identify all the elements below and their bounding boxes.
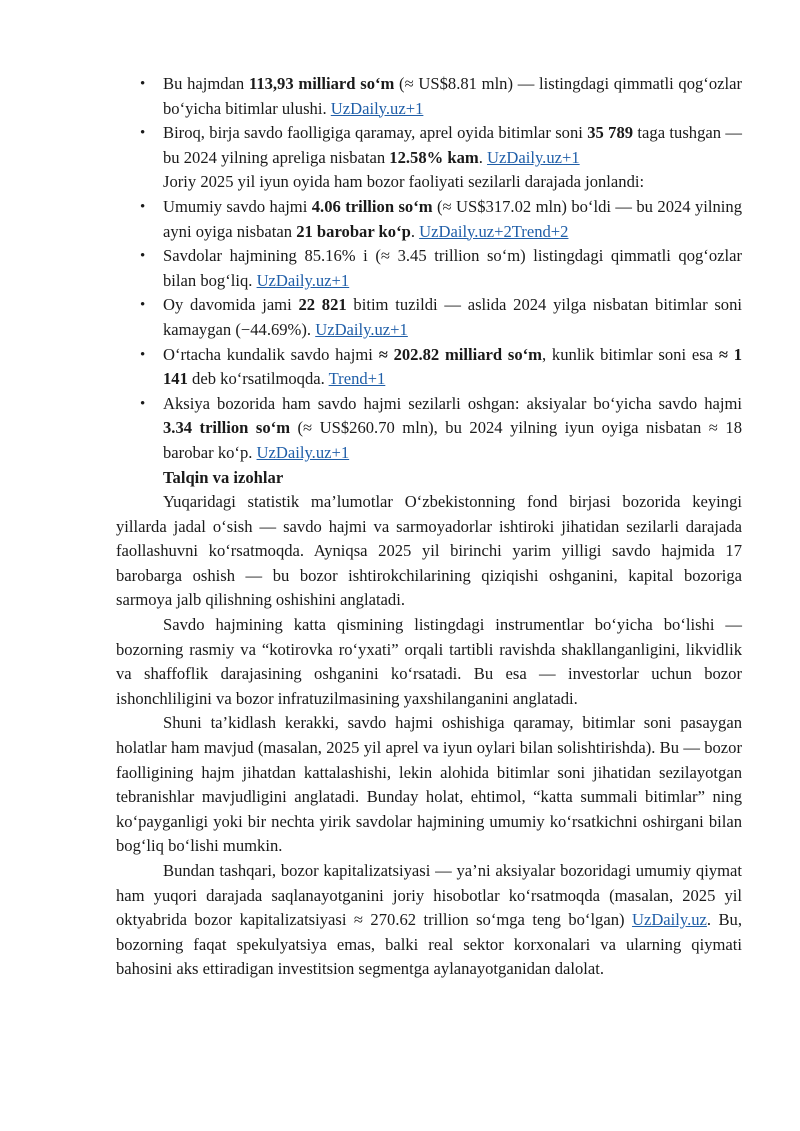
section-heading: Talqin va izohlar [163,467,284,487]
list-item: • Biroq, birja savdo faolligiga qaramay, aprel oyida bitimlar soni 35 789 taga tushgan — bu 2024 yilning apreliga nisbatan 12.58% kam. UzDaily.uz+1 [116,121,742,170]
source-link[interactable]: UzDaily.uz+1 [315,319,408,339]
source-link[interactable]: UzDaily.uz+1 [330,98,424,118]
source-link[interactable]: UzDaily.uz+1 [487,147,580,167]
source-link[interactable]: UzDaily.uz+1 [256,442,350,462]
paragraph: Yuqaridagi statistik ma’lumotlar O‘zbekistonning fond birjasi bozorida keyingi yillarda jadal o‘sish — savdo hajmi va sarmoyadorlar ishtiroki jihatidan sezilarli darajada faollashuvni ko‘rsatmoqda. Ayniqsa 2025 yil birinchi yarim yilligi savdo hajmida 17 barobarga oshish — bu bozor ishtirokchilarining qiziqishi oshganini, kapital bozoriga sarmoya jalb qilishning oshishini anglatadi. [116,492,742,610]
source-link[interactable]: UzDaily.uz+1 [256,270,350,290]
list-item: • Oy davomida jami 22 821 bitim tuzildi — aslida 2024 yilga nisbatan bitimlar soni kamaygan (−44.69%). UzDaily.uz+1 [116,293,742,342]
bullet-list-2 [116,195,742,466]
paragraph: Bundan tashqari, bozor kapitalizatsiyasi — ya’ni aksiyalar bozoridagi umumiy qiymat ham yuqori darajada saqlanayotganini joriy hisobotlar ko‘rsatmoqda (masalan, 2025 yil oktyabrida bozor kapitalizatsiyasi ≈ 270.62 trillion so‘mga teng bo‘lgan) UzDaily.uz. Bu, bozorning faqat spekulyatsiya emas, balki real sektor korxonalari va ularning qiymati bahosini aks ettiradigan investitsion segmentga aylanayotganidan dalolat. [116,861,743,979]
bullet-list-1 [116,72,742,170]
list-item: • Savdolar hajmining 85.16% i (≈ 3.45 trillion so‘m) listingdagi qimmatli qog‘ozlar bilan bog‘liq. UzDaily.uz+1 [116,244,742,293]
source-link[interactable]: UzDaily.uz+2Trend+2 [419,221,569,241]
list-item: • Umumiy savdo hajmi 4.06 trillion so‘m (≈ US$317.02 mln) bo‘ldi — bu 2024 yilning ayni oyiga nisbatan 21 barobar ko‘p. UzDaily.uz+2Trend+2 [116,195,742,244]
intro-line: Joriy 2025 yil iyun oyida ham bozor faoliyati sezilarli darajada jonlandi: [163,172,645,192]
source-link[interactable]: Trend+1 [328,369,386,389]
paragraph: Savdo hajmining katta qismining listingdagi instrumentlar bo‘yicha bo‘lishi — bozorning rasmiy va “kotirovka ro‘yxati” orqali tartibli ravishda shakllanganligini, likvidlik va shaffoflik darajasining oshganini ko‘rsatadi. Bu esa — investorlar uchun bozor ishonchliligini va bozor infratuzilmasining yaxshilanganini anglatadi. [116,615,742,708]
list-item: • Aksiya bozorida ham savdo hajmi sezilarli oshgan: aksiyalar bo‘yicha savdo hajmi 3.34 trillion so‘m (≈ US$260.70 mln), bu 2024 yilning iyun oyiga nisbatan ≈ 18 barobar ko‘p. UzDaily.uz+1 [116,392,742,466]
source-link[interactable]: UzDaily.uz [631,910,707,930]
document-page [116,72,742,982]
list-item: • Bu hajmdan 113,93 milliard so‘m (≈ US$8.81 mln) — listingdagi qimmatli qog‘ozlar bo‘yicha bitimlar ulushi. UzDaily.uz+1 [116,72,742,121]
list-item: • O‘rtacha kundalik savdo hajmi ≈ 202.82 milliard so‘m, kunlik bitimlar soni esa ≈ 1 141 deb ko‘rsatilmoqda. Trend+1 [116,343,742,392]
paragraph: Shuni ta’kidlash kerakki, savdo hajmi oshishiga qaramay, bitimlar soni pasaygan holatlar ham mavjud (masalan, 2025 yil aprel va iyun oylari bilan solishtirishda). Bu — bozor faolligining hajm jihatdan kattalashishi, lekin alohida bitimlar soni jihatidan sezilayotgan tebranishlar mavjudligini anglatadi. Bunday holat, ehtimol, “katta summali bitimlar” ning ko‘payganligi yoki bir nechta yirik savdolar hajmining umumiy ko‘rsatkichni oshirgani bilan bog‘liq bo‘lishi mumkin. [116,713,742,856]
